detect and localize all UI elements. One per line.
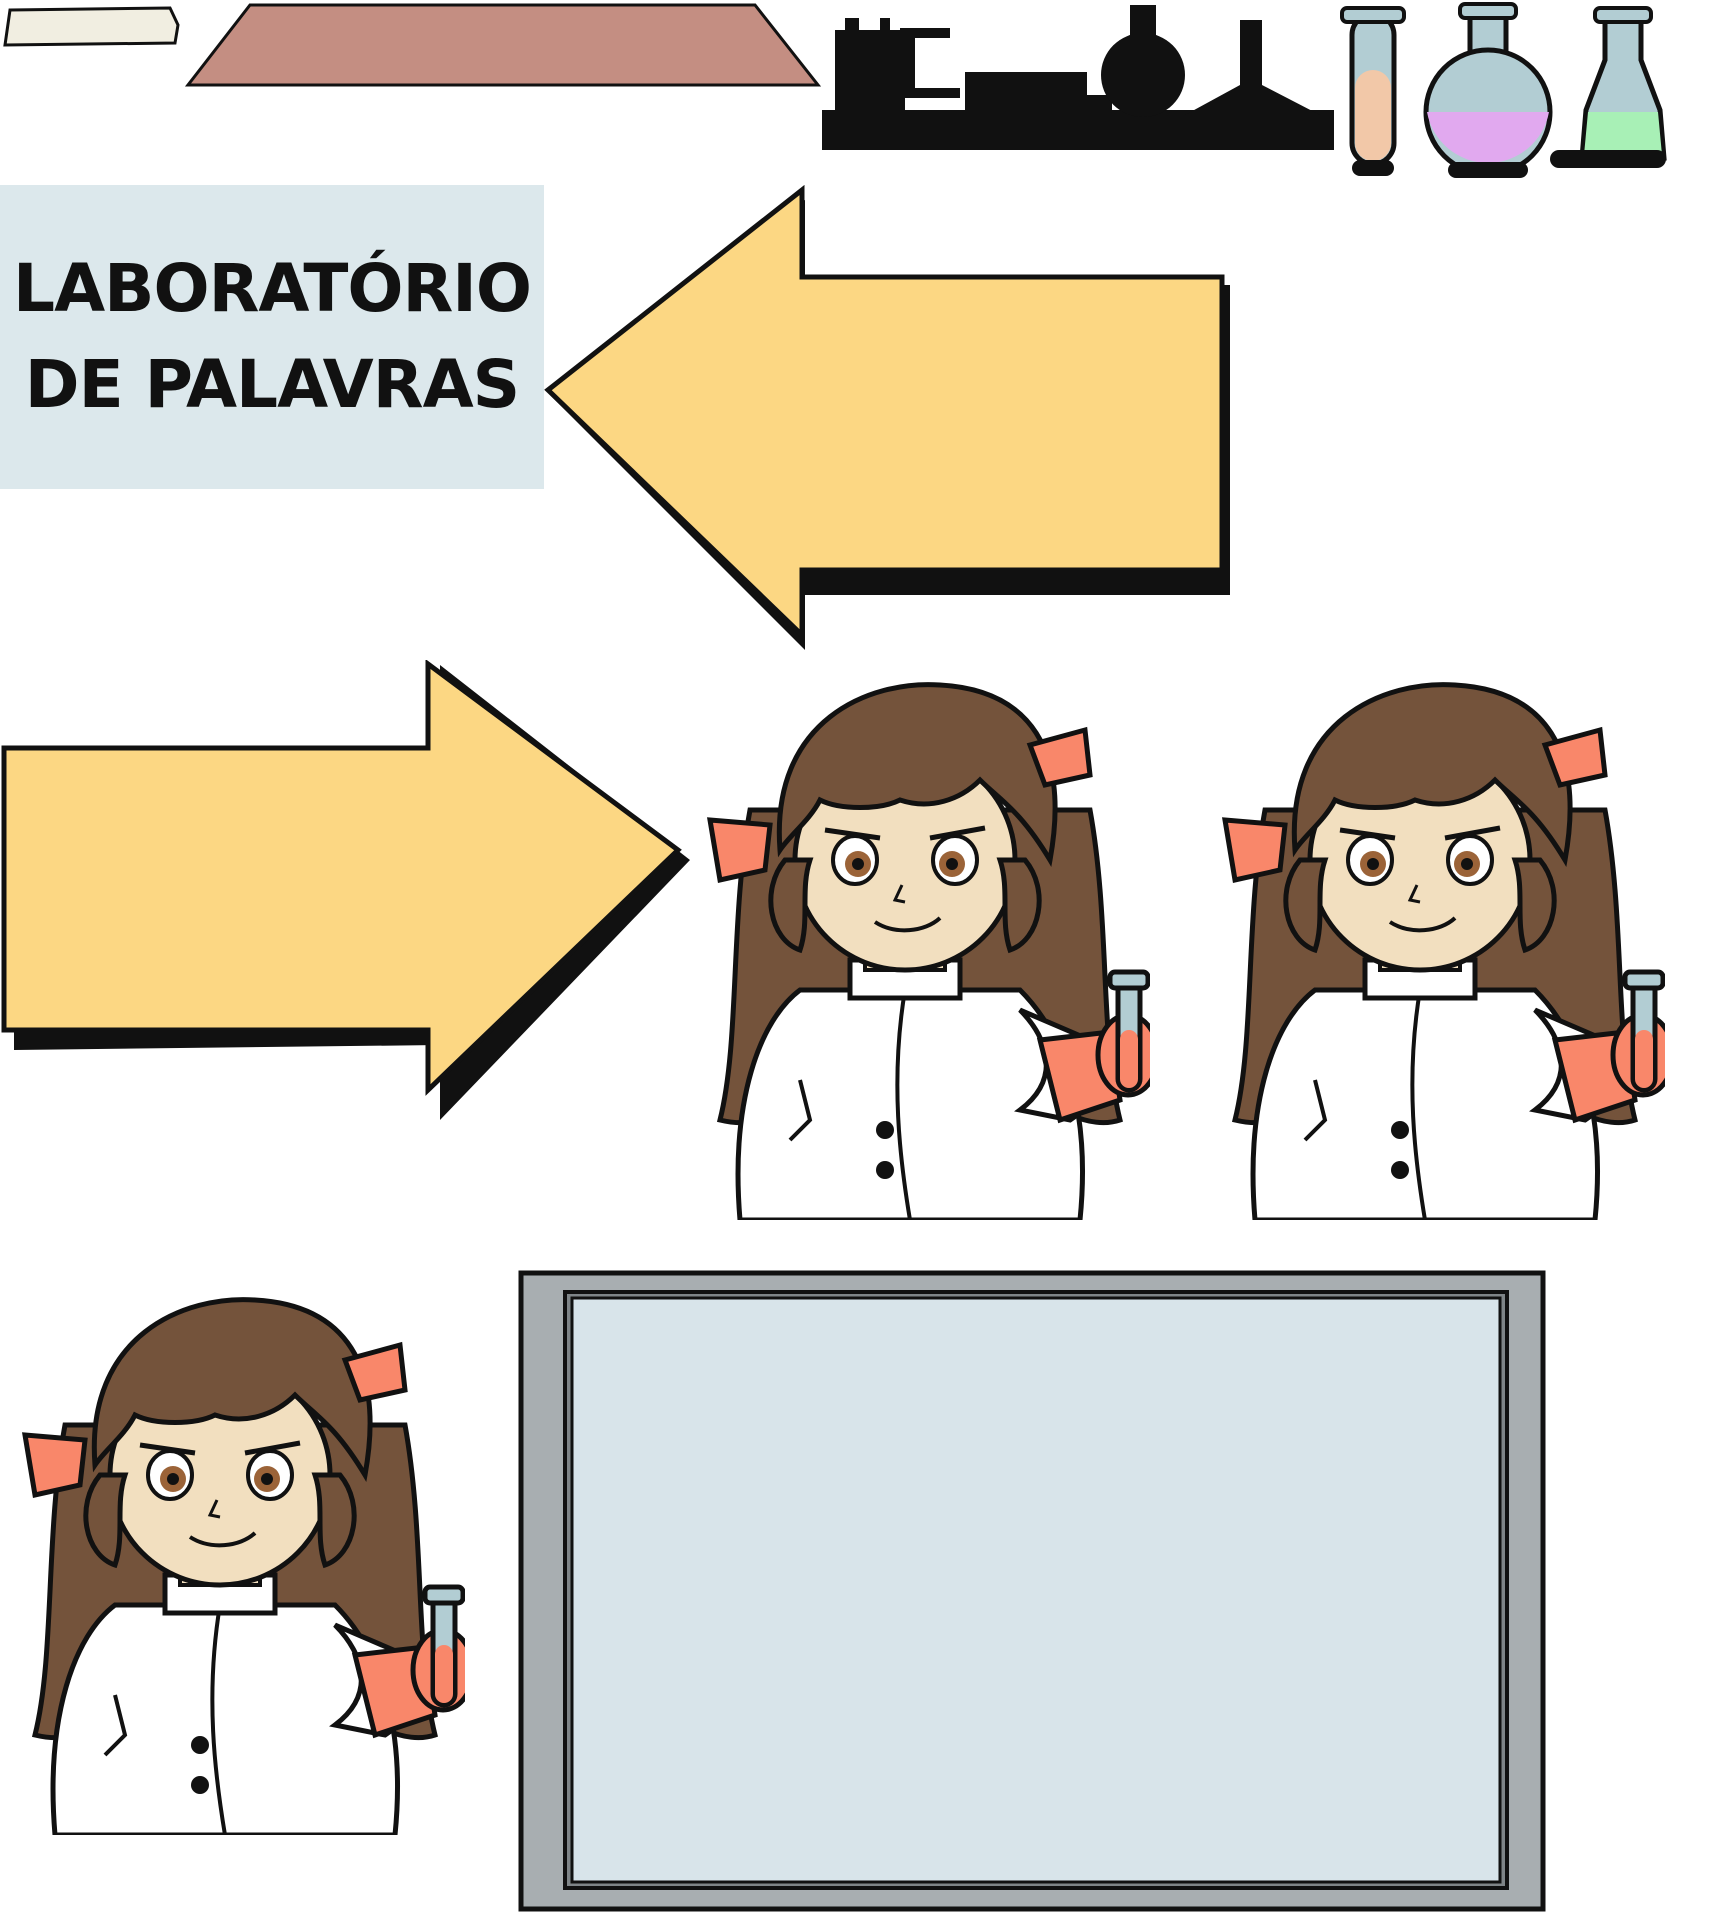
test-tube-icon — [1342, 8, 1404, 176]
title-card — [0, 185, 544, 489]
scientist-character-3 — [5, 1275, 465, 1835]
scientist-character-1 — [690, 660, 1150, 1220]
lab-equipment-silhouette-icon — [822, 5, 1334, 150]
round-flask-icon — [1426, 4, 1550, 178]
arrow-left-icon — [540, 185, 1230, 655]
erlenmeyer-flask-icon — [1550, 8, 1666, 168]
name-tag-icon — [5, 8, 178, 45]
lab-bench-top-icon — [188, 5, 818, 85]
top-decorations — [0, 0, 1724, 185]
title-line-1: LABORATÓRIO — [13, 250, 531, 328]
whiteboard-icon — [518, 1270, 1548, 1913]
scientist-character-2 — [1205, 660, 1665, 1220]
title-line-2: DE PALAVRAS — [24, 346, 520, 423]
arrow-right-icon — [0, 660, 690, 1125]
